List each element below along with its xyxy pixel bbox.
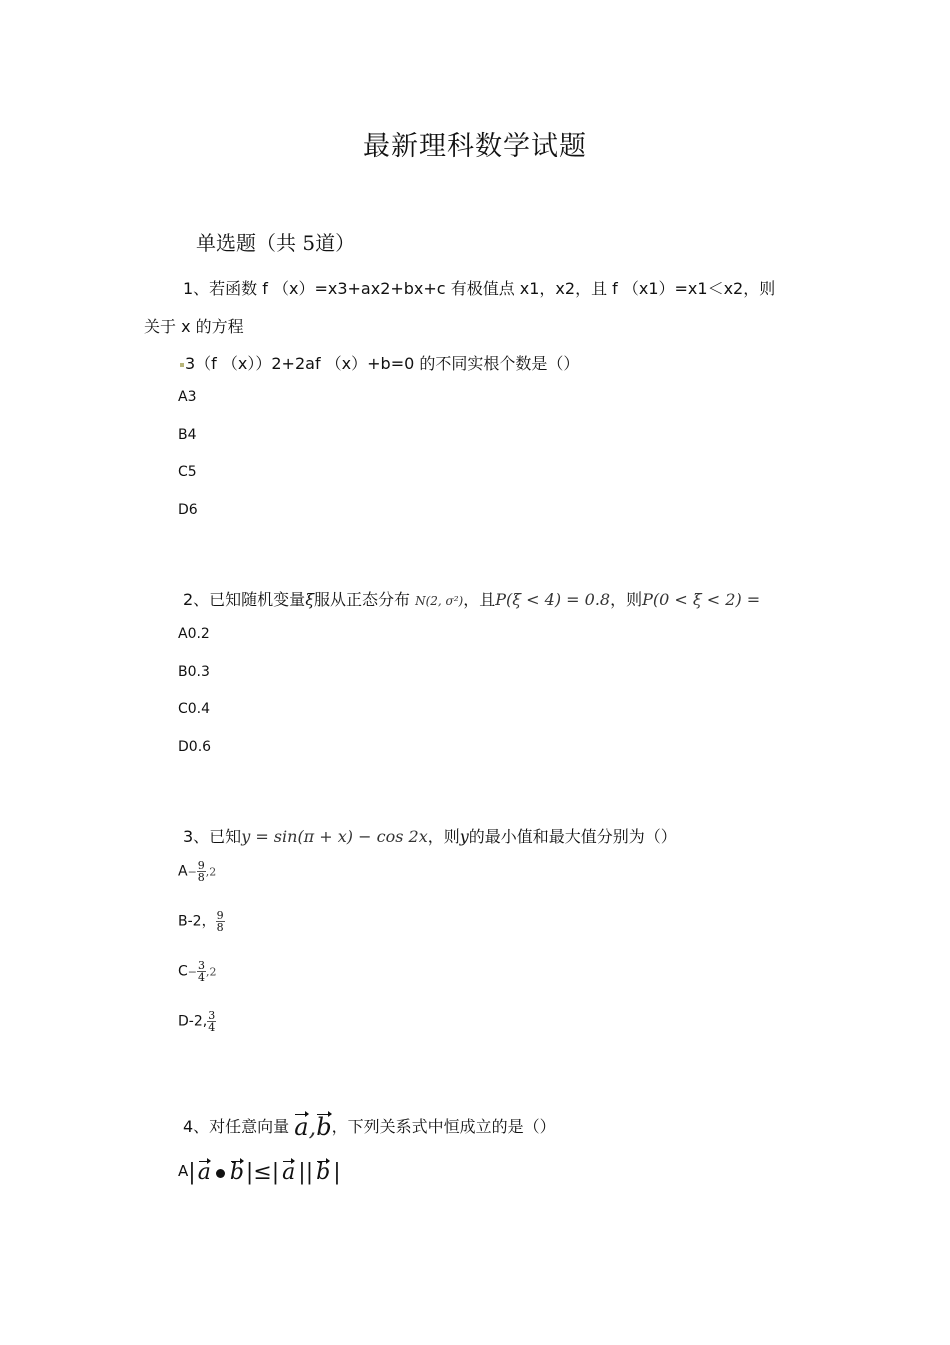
q1-equation-text: 3（f （x））2+2af （x）+b=0 的不同实根个数是（） [185, 354, 580, 373]
q2-mid3: ，则 [610, 590, 643, 609]
q2-distribution: N(2, σ²) [415, 594, 464, 608]
q3-a-num: 9 [197, 859, 205, 872]
section-heading: 单选题（共 5道） [196, 231, 356, 255]
q2-prefix: 2、已知随机变量 [183, 590, 306, 609]
q3-b-label: B-2， [178, 913, 216, 930]
q1-option-a: A3 [178, 389, 197, 405]
q3-suffix: 的最小值和最大值分别为（） [468, 827, 677, 846]
q2-xi-symbol: ξ [305, 590, 314, 609]
q3-mid: ，则 [427, 827, 460, 846]
q3-option-d [178, 1010, 216, 1033]
q4-a-label: A [178, 1162, 189, 1180]
q3-c-num: 3 [198, 959, 205, 972]
vector-b-1: b [229, 1160, 244, 1185]
q3-option-a [178, 860, 216, 883]
q2-option-c: C0.4 [178, 701, 211, 717]
q3-b-den: 8 [216, 921, 224, 934]
q3-a-fraction [197, 860, 206, 883]
bullet-mark [180, 363, 184, 367]
vector-a-2: a [282, 1160, 296, 1185]
q3-a-minus: − [187, 865, 197, 879]
q2-option-a: A0.2 [178, 626, 210, 642]
q1-option-c: C5 [178, 464, 197, 480]
q4-vectors [294, 1113, 331, 1141]
q4-option-a [178, 1160, 341, 1185]
dot-product-icon [216, 1169, 225, 1178]
q4-prefix: 4、对任意向量 [183, 1117, 290, 1136]
q3-d-label: D-2, [178, 1013, 208, 1030]
q3-d-den: 4 [208, 1021, 216, 1034]
q2-option-b: B0.3 [178, 664, 210, 680]
q3-option-c [178, 960, 217, 983]
q3-c-minus: − [187, 965, 197, 979]
q3-b-fraction [216, 910, 225, 933]
q2-option-d: D0.6 [178, 739, 212, 755]
q3-y-symbol: y [459, 827, 469, 846]
q4-text [183, 1113, 556, 1141]
q1-option-b: B4 [178, 427, 197, 443]
q2-ask: P(0 < ξ < 2) = [642, 590, 761, 609]
q3-d-fraction [207, 1010, 216, 1033]
q3-c-label: C [178, 963, 188, 980]
vector-b: b [316, 1113, 332, 1141]
vector-a: a [294, 1113, 309, 1141]
vector-b-2: b [316, 1160, 331, 1185]
q4-suffix: ，下列关系式中恒成立的是（） [331, 1117, 556, 1136]
q2-mid1: 服从正态分布 [314, 590, 411, 609]
q3-c-fraction [197, 960, 206, 983]
q4-a-inequality: |a b|≤| a || b | [188, 1160, 341, 1185]
q3-prefix: 3、已知 [183, 827, 242, 846]
q3-option-b [178, 910, 225, 933]
q3-a-den: 8 [197, 871, 205, 884]
q3-b-num: 9 [216, 909, 224, 922]
q2-text [183, 587, 760, 610]
q3-c-den: 4 [198, 971, 205, 984]
q2-mid2: ，且 [463, 590, 496, 609]
q4-vector-comma: , [308, 1113, 317, 1141]
q3-a-rest: ,2 [205, 865, 217, 879]
vector-a-1: a [197, 1160, 211, 1185]
q1-text-line2: 关于 x 的方程 [144, 317, 244, 336]
q3-text [183, 824, 677, 847]
q1-text-line1: 1、若函数 f （x）=x3+ax2+bx+c 有极值点 x1，x2，且 f （x1）=x1＜x2，则 [183, 279, 776, 298]
q3-c-rest: ,2 [206, 965, 217, 979]
q3-expression: y = sin(π + x) − cos 2x [241, 827, 428, 846]
q1-text-line3 [180, 351, 579, 374]
q3-d-num: 3 [208, 1009, 216, 1022]
q3-a-label: A [178, 863, 188, 880]
page-title: 最新理科数学试题 [363, 131, 587, 162]
q1-option-d: D6 [178, 502, 198, 518]
q2-condition: P(ξ < 4) = 0.8 [495, 590, 611, 609]
